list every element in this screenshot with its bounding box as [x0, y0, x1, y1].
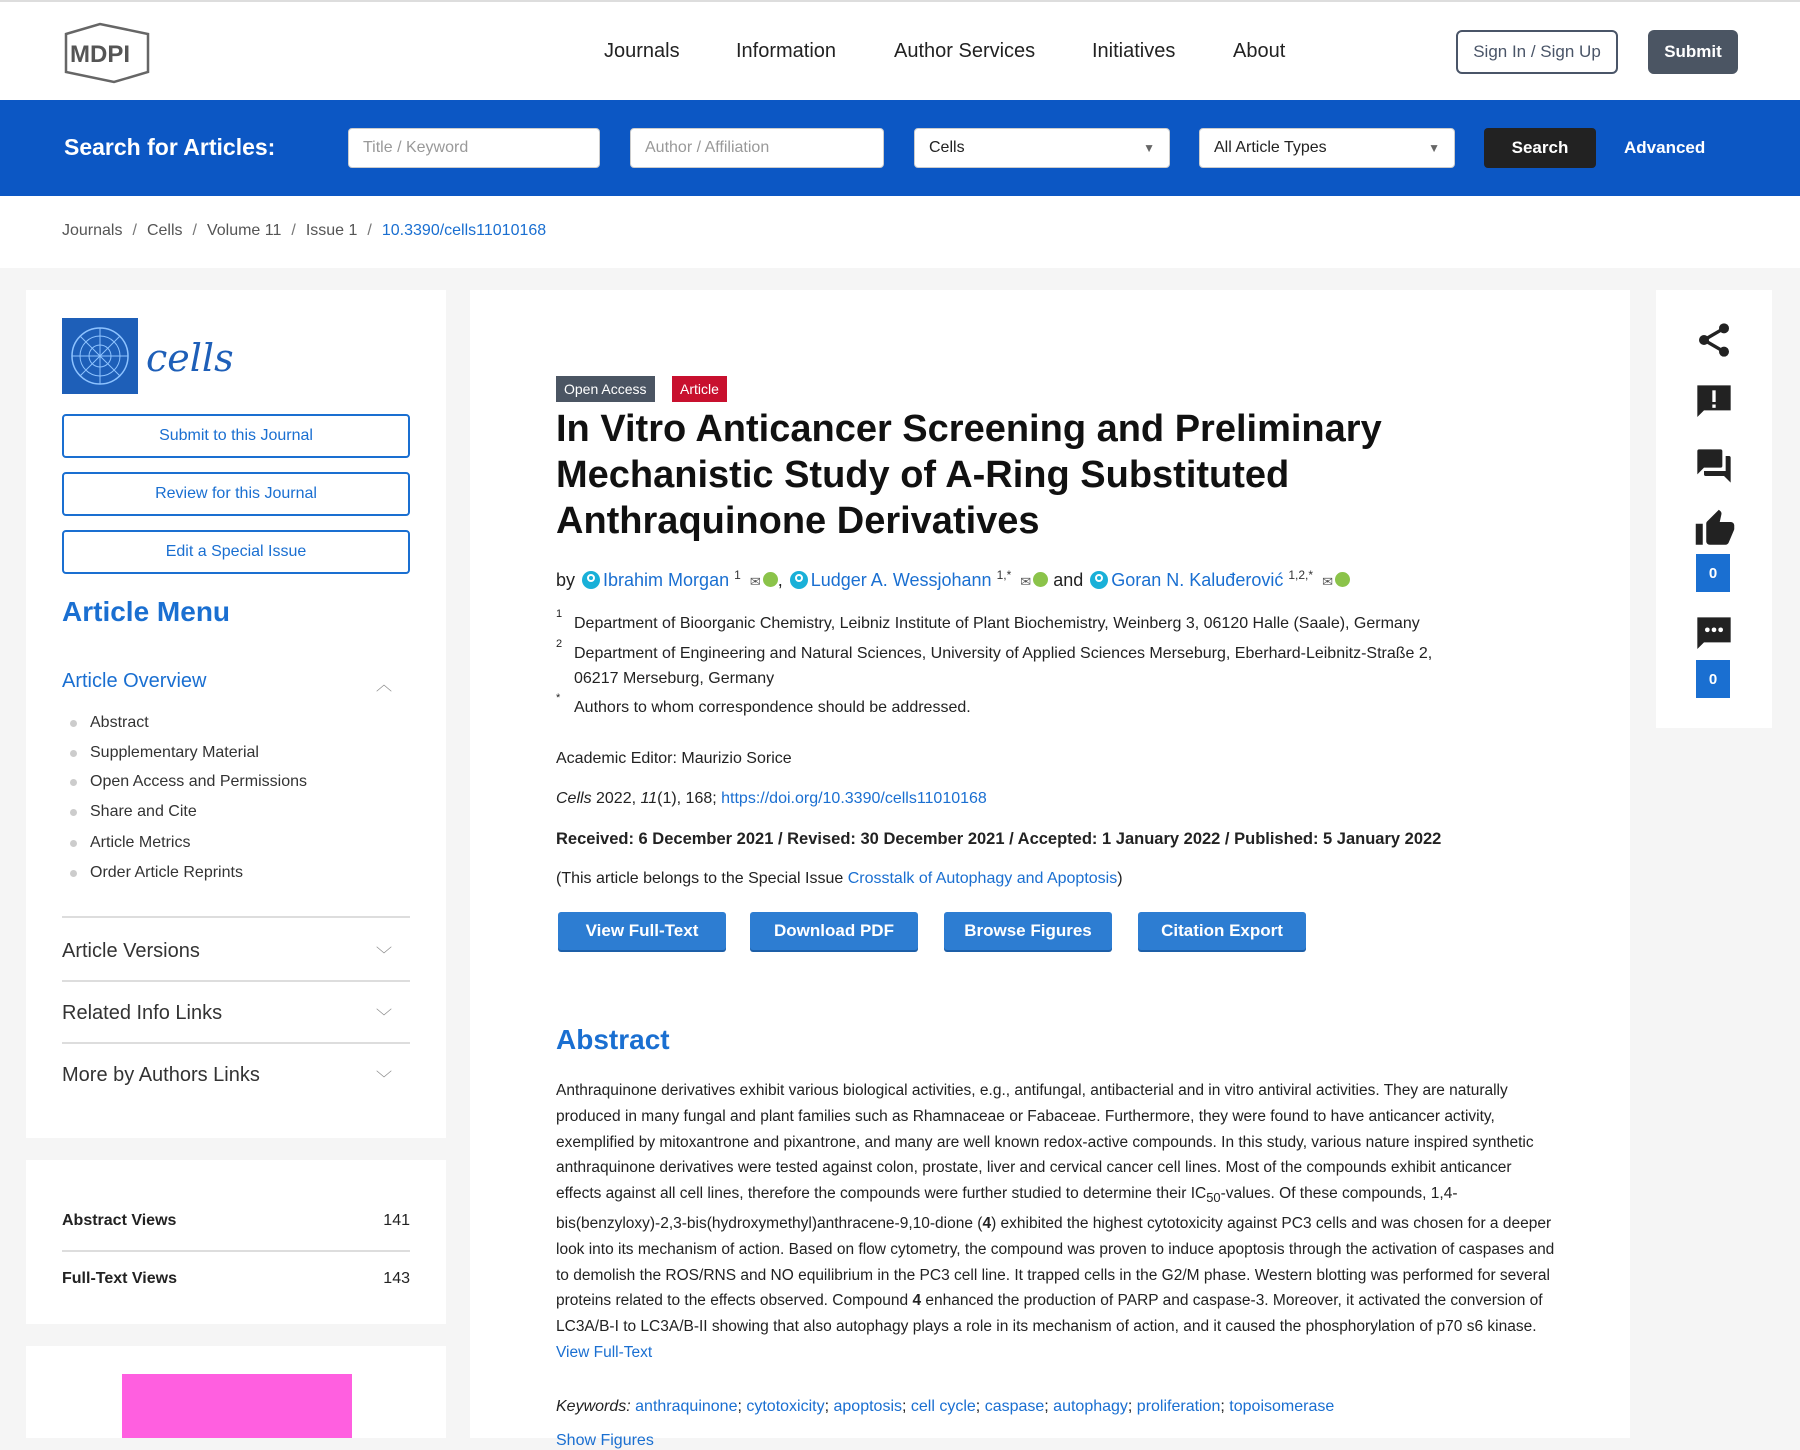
divider — [62, 916, 410, 918]
affiliation-text: Department of Engineering and Natural Sciences, University of Applied Sciences Merseburg, Eberhard-Leibnitz-Straße 2, — [574, 645, 1433, 662]
advanced-search-link[interactable]: Advanced — [1624, 138, 1706, 157]
citation-year: 2022, — [591, 790, 641, 807]
special-issue-suffix: ) — [1117, 870, 1123, 887]
nav-about[interactable]: About — [1233, 40, 1286, 62]
chevron-down-icon[interactable]: ﹀ — [376, 947, 393, 964]
browse-figures-button[interactable]: Browse Figures — [944, 912, 1112, 950]
report-icon[interactable] — [1694, 382, 1734, 422]
journal-select[interactable] — [914, 128, 1170, 168]
open-access-badge: Open Access — [556, 376, 655, 402]
abstract-heading: Abstract — [556, 1024, 670, 1055]
article-versions-toggle[interactable]: Article Versions — [62, 940, 200, 962]
nav-initiatives[interactable]: Initiatives — [1092, 40, 1176, 62]
journal-cover-icon[interactable] — [62, 318, 138, 394]
keyword-link[interactable]: autophagy — [1053, 1398, 1128, 1415]
nav-journals[interactable]: Journals — [604, 40, 680, 62]
article-type-badge: Article — [672, 376, 727, 402]
doi-link[interactable]: https://doi.org/10.3390/cells11010168 — [721, 790, 987, 807]
breadcrumb-separator: / — [367, 222, 372, 239]
divider — [62, 980, 410, 982]
search-button[interactable]: Search — [1484, 128, 1596, 168]
abstract-views-label: Abstract Views — [62, 1212, 177, 1229]
mail-icon[interactable]: ✉ — [1322, 574, 1333, 589]
article-tools-rail — [1656, 290, 1772, 728]
orcid-icon[interactable] — [1033, 572, 1048, 587]
affiliation-number: 1 — [556, 608, 563, 620]
person-icon[interactable] — [582, 571, 600, 589]
edit-special-issue-button[interactable]: Edit a Special Issue — [62, 530, 410, 574]
journal-name[interactable]: cells — [146, 336, 234, 380]
nav-information[interactable]: Information — [736, 40, 837, 62]
publication-dates: Received: 6 December 2021 / Revised: 30 December 2021 / Accepted: 1 January 2022 / Published: 5 January 2022 — [556, 830, 1442, 848]
keyword-link[interactable]: cytotoxicity — [746, 1398, 825, 1415]
article-overview-toggle[interactable]: Article Overview — [62, 670, 207, 692]
mail-icon[interactable]: ✉ — [749, 574, 761, 589]
abstract-subscript: 50 — [1206, 1190, 1221, 1206]
abstract-part: ) exhibited the highest cytotoxicity against PC3 cells and was chosen for a deeper look into its mechanism of action. Based on flow cytometry, the compound was proven to induce apoptosis through the activation of caspases and to demolish the ROS/RNS and NO equilibrium in the PC3 cell line. It trapped cells in the G2/M phase. Western blotting was performed for several proteins related to the effects observed. Compound — [556, 1215, 1555, 1310]
orcid-icon[interactable] — [763, 572, 778, 587]
author-affiliation-input[interactable]: Author / Affiliation — [630, 128, 884, 168]
author-name[interactable]: Ludger A. Wessjohann — [810, 570, 992, 590]
citation-rest: (1), 168; — [657, 790, 722, 807]
left-sidebar — [26, 290, 446, 1138]
breadcrumb-issue[interactable]: Issue 1 — [305, 222, 358, 239]
breadcrumb-doi[interactable]: 10.3390/cells11010168 — [381, 222, 547, 239]
chevron-down-icon: ▼ — [1428, 141, 1440, 155]
menu-item-metrics[interactable]: Article Metrics — [62, 834, 190, 852]
citation-journal: Cells — [556, 790, 592, 807]
breadcrumb-separator: / — [132, 222, 137, 239]
mdpi-logo[interactable] — [60, 22, 156, 84]
affiliation-number: * — [556, 692, 561, 704]
menu-item-supplementary[interactable]: Supplementary Material — [62, 744, 259, 762]
breadcrumb-separator: / — [192, 222, 197, 239]
author-affil-sup: 1 — [734, 568, 741, 582]
citation-volume: 11 — [640, 790, 658, 807]
chevron-down-icon: ▼ — [1143, 141, 1155, 155]
like-count: 0 — [1696, 554, 1730, 592]
chevron-down-icon[interactable]: ﹀ — [376, 1071, 393, 1088]
menu-item-reprints[interactable]: Order Article Reprints — [62, 864, 243, 882]
author-name[interactable]: Ibrahim Morgan — [603, 570, 730, 590]
keyword-link[interactable]: topoisomerase — [1229, 1398, 1335, 1415]
menu-item-abstract[interactable]: Abstract — [62, 714, 149, 732]
comment-icon[interactable] — [1694, 614, 1734, 654]
thumb-up-icon[interactable] — [1694, 508, 1736, 550]
related-info-toggle[interactable]: Related Info Links — [62, 1002, 223, 1024]
keyword-link[interactable]: apoptosis — [833, 1398, 902, 1415]
show-figures-toggle[interactable]: Show Figures — [556, 1432, 654, 1449]
sign-in-button[interactable]: Sign In / Sign Up — [1456, 30, 1618, 74]
affiliation-number: 2 — [556, 638, 563, 650]
ad-card — [26, 1346, 446, 1438]
breadcrumb-journals[interactable]: Journals — [62, 222, 123, 239]
menu-item-open-access[interactable]: Open Access and Permissions — [62, 773, 307, 791]
chevron-up-icon[interactable]: ︿ — [376, 677, 393, 694]
affiliation-text: Authors to whom correspondence should be addressed. — [574, 699, 971, 716]
author-name[interactable]: Goran N. Kaluđerović — [1111, 570, 1284, 590]
view-stats — [26, 1160, 446, 1324]
comment-count: 0 — [1696, 660, 1730, 698]
academic-editor: Academic Editor: Maurizio Sorice — [556, 750, 792, 767]
forum-icon[interactable] — [1694, 446, 1734, 486]
keyword-link[interactable]: cell cycle — [910, 1398, 976, 1415]
logo-text: MDPI — [70, 41, 130, 68]
and-label: and — [1053, 570, 1084, 590]
citation-line — [556, 790, 987, 808]
author-list — [556, 568, 1350, 591]
keyword-link[interactable]: proliferation — [1136, 1398, 1221, 1415]
abstract-part: Anthraquinone derivatives exhibit various biological activities, e.g., antifungal, antibacterial and in vitro antiviral activities. They are naturally produced in many fungal and plant families such as Rhamnaceae or Fabaceae. Furthermore, they were found to have anticancer activity, exemplified by mitoxantrone and pixantrone, and many are well known redox-active compounds. In this study, various nature inspired synthetic anthraquinone derivatives were tested against colon, prostate, liver and cervical cancer cell lines. Most of the compounds exhibit anticancer effects against all cell lines, therefore the compounds were further studied to determine their IC — [556, 1082, 1534, 1203]
mail-icon[interactable]: ✉ — [1020, 574, 1032, 589]
special-issue-link[interactable]: Crosstalk of Autophagy and Apoptosis — [847, 870, 1118, 887]
compound-number: 4 — [912, 1292, 922, 1310]
menu-item-share-cite[interactable]: Share and Cite — [62, 803, 197, 821]
title-keyword-input[interactable]: Title / Keyword — [348, 128, 600, 168]
affiliation-text: 06217 Merseburg, Germany — [574, 670, 775, 687]
fulltext-views-value: 143 — [383, 1270, 410, 1287]
compound-number: 4 — [982, 1215, 992, 1233]
review-for-journal-button[interactable]: Review for this Journal — [62, 472, 410, 516]
special-issue-line — [556, 870, 1123, 888]
breadcrumb — [0, 196, 1800, 268]
submit-button[interactable]: Submit — [1648, 30, 1738, 74]
keyword-link[interactable]: caspase — [984, 1398, 1045, 1415]
author-separator: , — [777, 570, 783, 590]
orcid-icon[interactable] — [1335, 572, 1350, 587]
top-header — [0, 0, 1800, 100]
breadcrumb-separator: / — [291, 222, 296, 239]
article-main — [470, 290, 1630, 1449]
breadcrumb-cells[interactable]: Cells — [146, 222, 183, 239]
search-bar — [0, 100, 1800, 196]
abstract-views-value: 141 — [383, 1212, 410, 1229]
nav-author-services[interactable]: Author Services — [894, 40, 1036, 62]
chevron-down-icon[interactable]: ﹀ — [376, 1009, 393, 1026]
keywords-line: Keywords: anthraquinone; cytotoxicity; apoptosis; cell cycle; caspase; autophagy; proliferation; topoisomerase — [556, 1398, 1335, 1415]
citation-export-button[interactable]: Citation Export — [1138, 912, 1306, 950]
article-menu-title: Article Menu — [62, 596, 231, 627]
abstract-part: -values. Of these compounds, 1,4-bis(benzyloxy)-2,3-bis(hydroxymethyl)anthracene-9,10-dione ( — [556, 1185, 1458, 1233]
keyword-link[interactable]: anthraquinone — [635, 1398, 738, 1415]
article-title: In Vitro Anticancer Screening and Preliminary Mechanistic Study of A-Ring Substituted Anthraquinone Derivatives — [556, 408, 1382, 542]
special-issue-prefix: (This article belongs to the Special Issue — [556, 870, 848, 887]
divider — [62, 1250, 410, 1252]
journal-select-value: Cells — [929, 139, 965, 156]
search-label: Search for Articles: — [64, 134, 276, 160]
abstract-text — [556, 1078, 1556, 1366]
ad-banner[interactable] — [122, 1374, 352, 1438]
more-by-authors-toggle[interactable]: More by Authors Links — [62, 1064, 260, 1086]
affiliation-text: Department of Bioorganic Chemistry, Leibniz Institute of Plant Biochemistry, Weinberg 3, 06120 Halle (Saale), Germany — [574, 615, 1420, 632]
keywords-label: Keywords: — [556, 1398, 631, 1415]
article-type-value: All Article Types — [1214, 139, 1327, 156]
author-affil-sup: 1,2,* — [1288, 568, 1314, 582]
by-label: by — [556, 570, 576, 590]
abstract-part: enhanced the production of PARP and caspase-3. Moreover, it activated the conversion of LC3A/B-I to LC3A/B-II showing that also autophagy plays a role in its mechanism of action, and it caused the phosphorylation of p70 s6 kinase. — [556, 1292, 1543, 1336]
abstract-view-full-text-link[interactable]: View Full-Text — [556, 1344, 653, 1362]
download-pdf-button[interactable]: Download PDF — [750, 912, 918, 950]
share-icon[interactable] — [1694, 320, 1734, 360]
breadcrumb-volume[interactable]: Volume 11 — [206, 222, 282, 239]
view-full-text-button[interactable]: View Full-Text — [558, 912, 726, 950]
fulltext-views-label: Full-Text Views — [62, 1270, 177, 1287]
article-type-select[interactable] — [1199, 128, 1455, 168]
divider — [62, 1042, 410, 1044]
author-affil-sup: 1,* — [996, 568, 1012, 582]
submit-to-journal-button[interactable]: Submit to this Journal — [62, 414, 410, 458]
person-icon[interactable] — [1090, 571, 1108, 589]
person-icon[interactable] — [790, 571, 808, 589]
